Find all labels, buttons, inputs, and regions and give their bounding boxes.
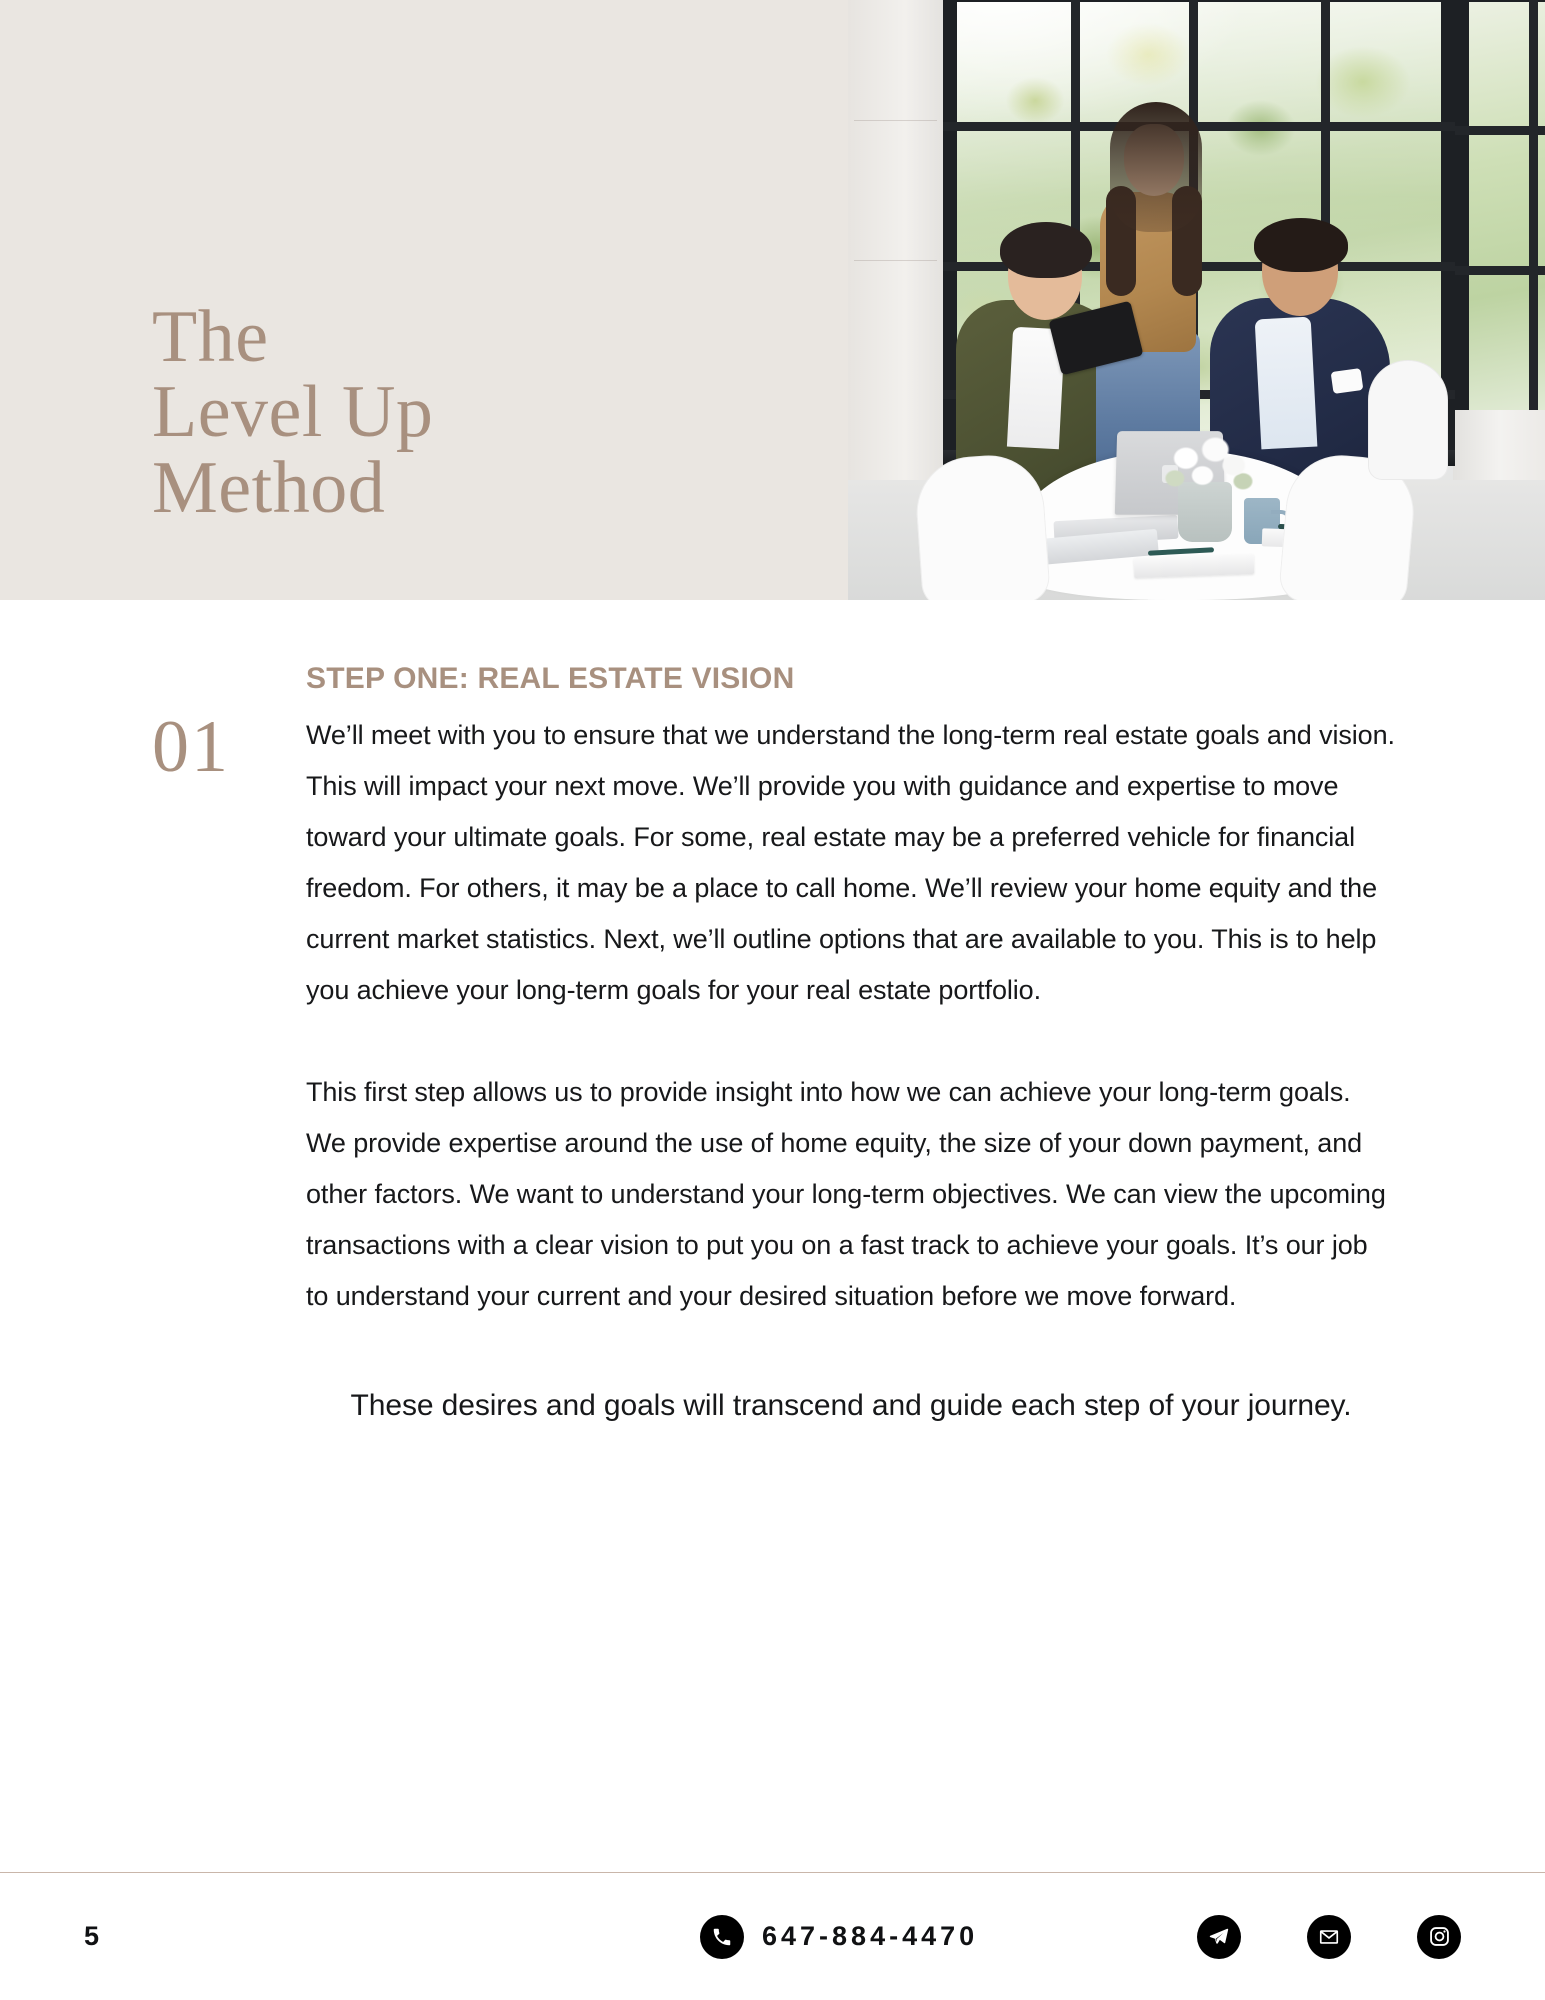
team-meeting-photo <box>848 0 1545 600</box>
step-text-block <box>306 662 1396 1432</box>
title-line-1: The <box>152 296 269 378</box>
window-frame-top <box>943 0 1455 2</box>
step-row <box>0 662 1545 1432</box>
window-small-mullion <box>1529 0 1538 410</box>
social-links <box>1197 1915 1461 1959</box>
phone-number[interactable]: 647-884-4470 <box>762 1921 979 1951</box>
hero-banner <box>0 0 1545 600</box>
photo-person-standing-woman <box>1076 62 1226 482</box>
window-small-mullion-h <box>1455 126 1545 135</box>
step-content <box>0 600 1545 1432</box>
title-line-3: Method <box>152 446 386 529</box>
photo-person-right-pocket-square <box>1331 368 1364 394</box>
step-paragraph-two: This first step allows us to provide insight into how we can achieve your long-term goals. We provide expertise around the use of home equity, the size of your down payment, and other factors. We want to understand your long-term objectives. We can view the upcoming transactions with a clear vision to put you on a fast track to achieve your goals. It’s our job to understand your current and your desired situation before we move forward. <box>306 1077 1386 1311</box>
phone-icon[interactable] <box>700 1915 744 1959</box>
title-line-2: Level Up <box>152 371 434 454</box>
window-small-mullion-h2 <box>1455 266 1545 275</box>
step-heading: STEP ONE: REAL ESTATE VISION <box>306 662 795 695</box>
photo-flowers <box>1162 428 1254 500</box>
photo-chair-left <box>913 452 1051 600</box>
photo-person-right-shirt <box>1255 317 1318 450</box>
phone-contact[interactable] <box>700 1915 978 1959</box>
photo-notebook-a <box>1134 554 1255 578</box>
step-closing-statement: These desires and goals will transcend and guide each step of your journey. <box>350 1389 1352 1422</box>
photo-person-right-hair <box>1254 218 1348 272</box>
page-footer <box>0 1873 1545 2000</box>
instagram-icon[interactable] <box>1417 1915 1461 1959</box>
send-icon[interactable] <box>1197 1915 1241 1959</box>
email-icon[interactable] <box>1307 1915 1351 1959</box>
step-paragraph-one: We’ll meet with you to ensure that we understand the long-term real estate goals and vision. This will impact your next move. We’ll provide you with guidance and expertise to move toward your ultimate goals. For some, real estate may be a preferred vehicle for financial freedom. For others, it may be a place to call home. We’ll review your home equity and the current market statistics. Next, we’ll outline options that are available to you. This is to help you achieve your long-term goals for your real estate portfolio. <box>306 720 1395 1005</box>
window-small-frame-left <box>1455 0 1469 410</box>
photo-person-mid-hair <box>1110 102 1202 232</box>
page-title <box>152 296 434 529</box>
step-number: 01 <box>152 706 230 788</box>
photo-chair-far-right <box>1368 360 1448 480</box>
page-number: 5 <box>84 1921 100 1951</box>
photo-window-small <box>1455 0 1545 410</box>
